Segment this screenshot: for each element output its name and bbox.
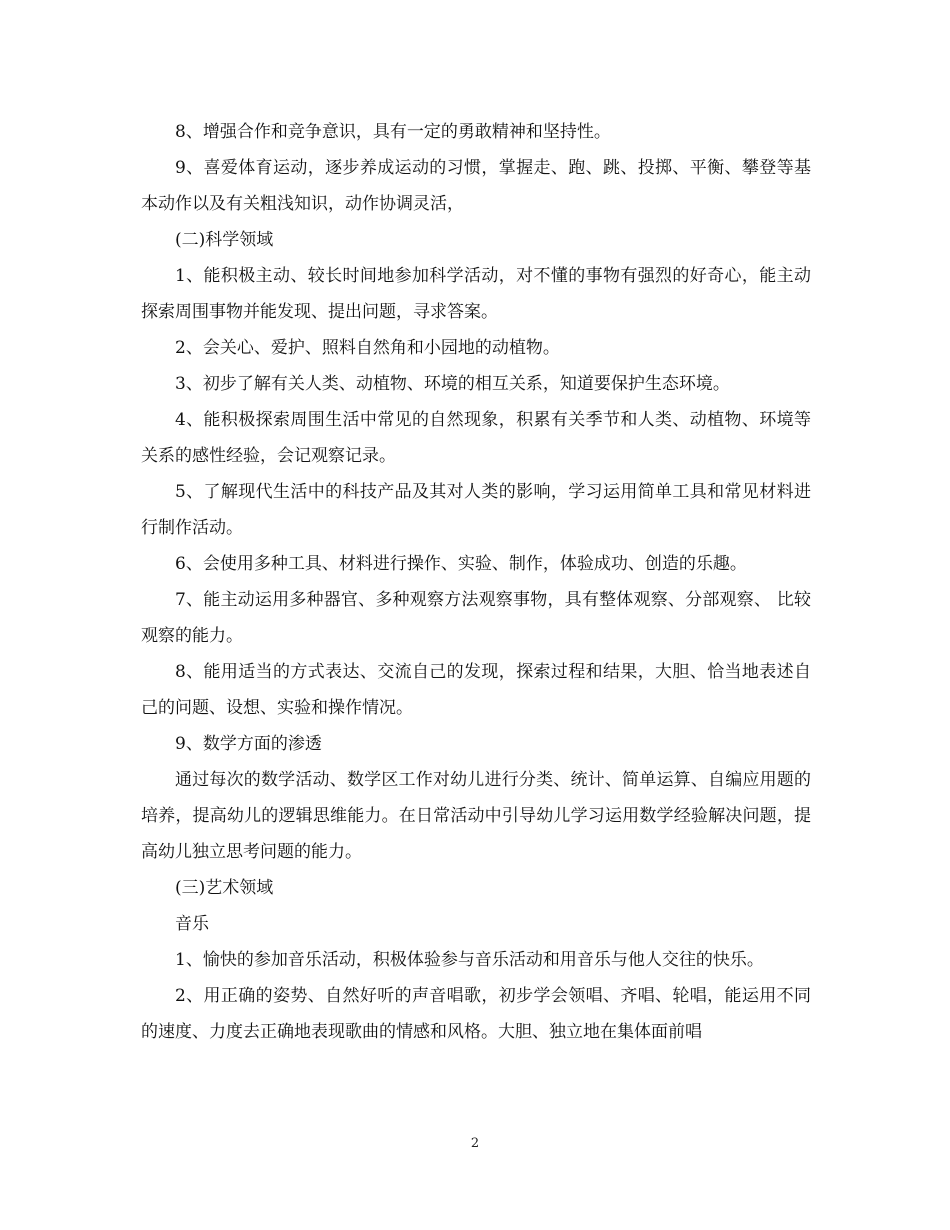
subsection-heading: 音乐	[175, 914, 209, 934]
section-heading: (三)艺术领域	[175, 878, 274, 898]
paragraph: 4、能积极探索周围生活中常见的自然现象，积累有关季节和人类、动植物、环境等关系的感性经验，会记观察记录。	[141, 410, 811, 466]
paragraph: 8、增强合作和竞争意识，具有一定的勇敢精神和坚持性。	[175, 122, 611, 142]
paragraph: 通过每次的数学活动、数学区工作对幼儿进行分类、统计、简单运算、自编应用题的培养，提高幼儿的逻辑思维能力。在日常活动中引导幼儿学习运用数学经验解决问题，提高幼儿独立思考问题的能力。	[141, 770, 811, 862]
paragraph: 3、初步了解有关人类、动植物、环境的相互关系，知道要保护生态环境。	[175, 374, 730, 394]
page-number: 2	[470, 1136, 480, 1151]
paragraph: 9、喜爱体育运动，逐步养成运动的习惯，掌握走、跑、跳、投掷、平衡、攀登等基本动作以及有关粗浅知识，动作协调灵活，	[141, 158, 811, 214]
section-heading: (二)科学领域	[175, 230, 274, 250]
paragraph: 8、能用适当的方式表达、交流自己的发现，探索过程和结果，大胆、恰当地表述自己的问题、设想、实验和操作情况。	[141, 662, 811, 718]
paragraph: 2、会关心、爱护、照料自然角和小园地的动植物。	[175, 338, 560, 358]
document-body	[141, 114, 811, 1050]
paragraph: 6、会使用多种工具、材料进行操作、实验、制作，体验成功、创造的乐趣。	[175, 554, 747, 574]
paragraph: 9、数学方面的渗透	[175, 734, 322, 754]
paragraph: 7、能主动运用多种器官、多种观察方法观察事物，具有整体观察、分部观察、 比较观察的能力。	[141, 590, 811, 646]
paragraph: 1、能积极主动、较长时间地参加科学活动，对不懂的事物有强烈的好奇心，能主动探索周围事物并能发现、提出问题，寻求答案。	[141, 266, 811, 322]
paragraph: 2、用正确的姿势、自然好听的声音唱歌，初步学会领唱、齐唱、轮唱，能运用不同的速度、力度去正确地表现歌曲的情感和风格。大胆、独立地在集体面前唱	[141, 986, 811, 1042]
paragraph: 1、愉快的参加音乐活动，积极体验参与音乐活动和用音乐与他人交往的快乐。	[175, 950, 764, 970]
paragraph: 5、了解现代生活中的科技产品及其对人类的影响，学习运用简单工具和常见材料进行制作活动。	[141, 482, 811, 538]
